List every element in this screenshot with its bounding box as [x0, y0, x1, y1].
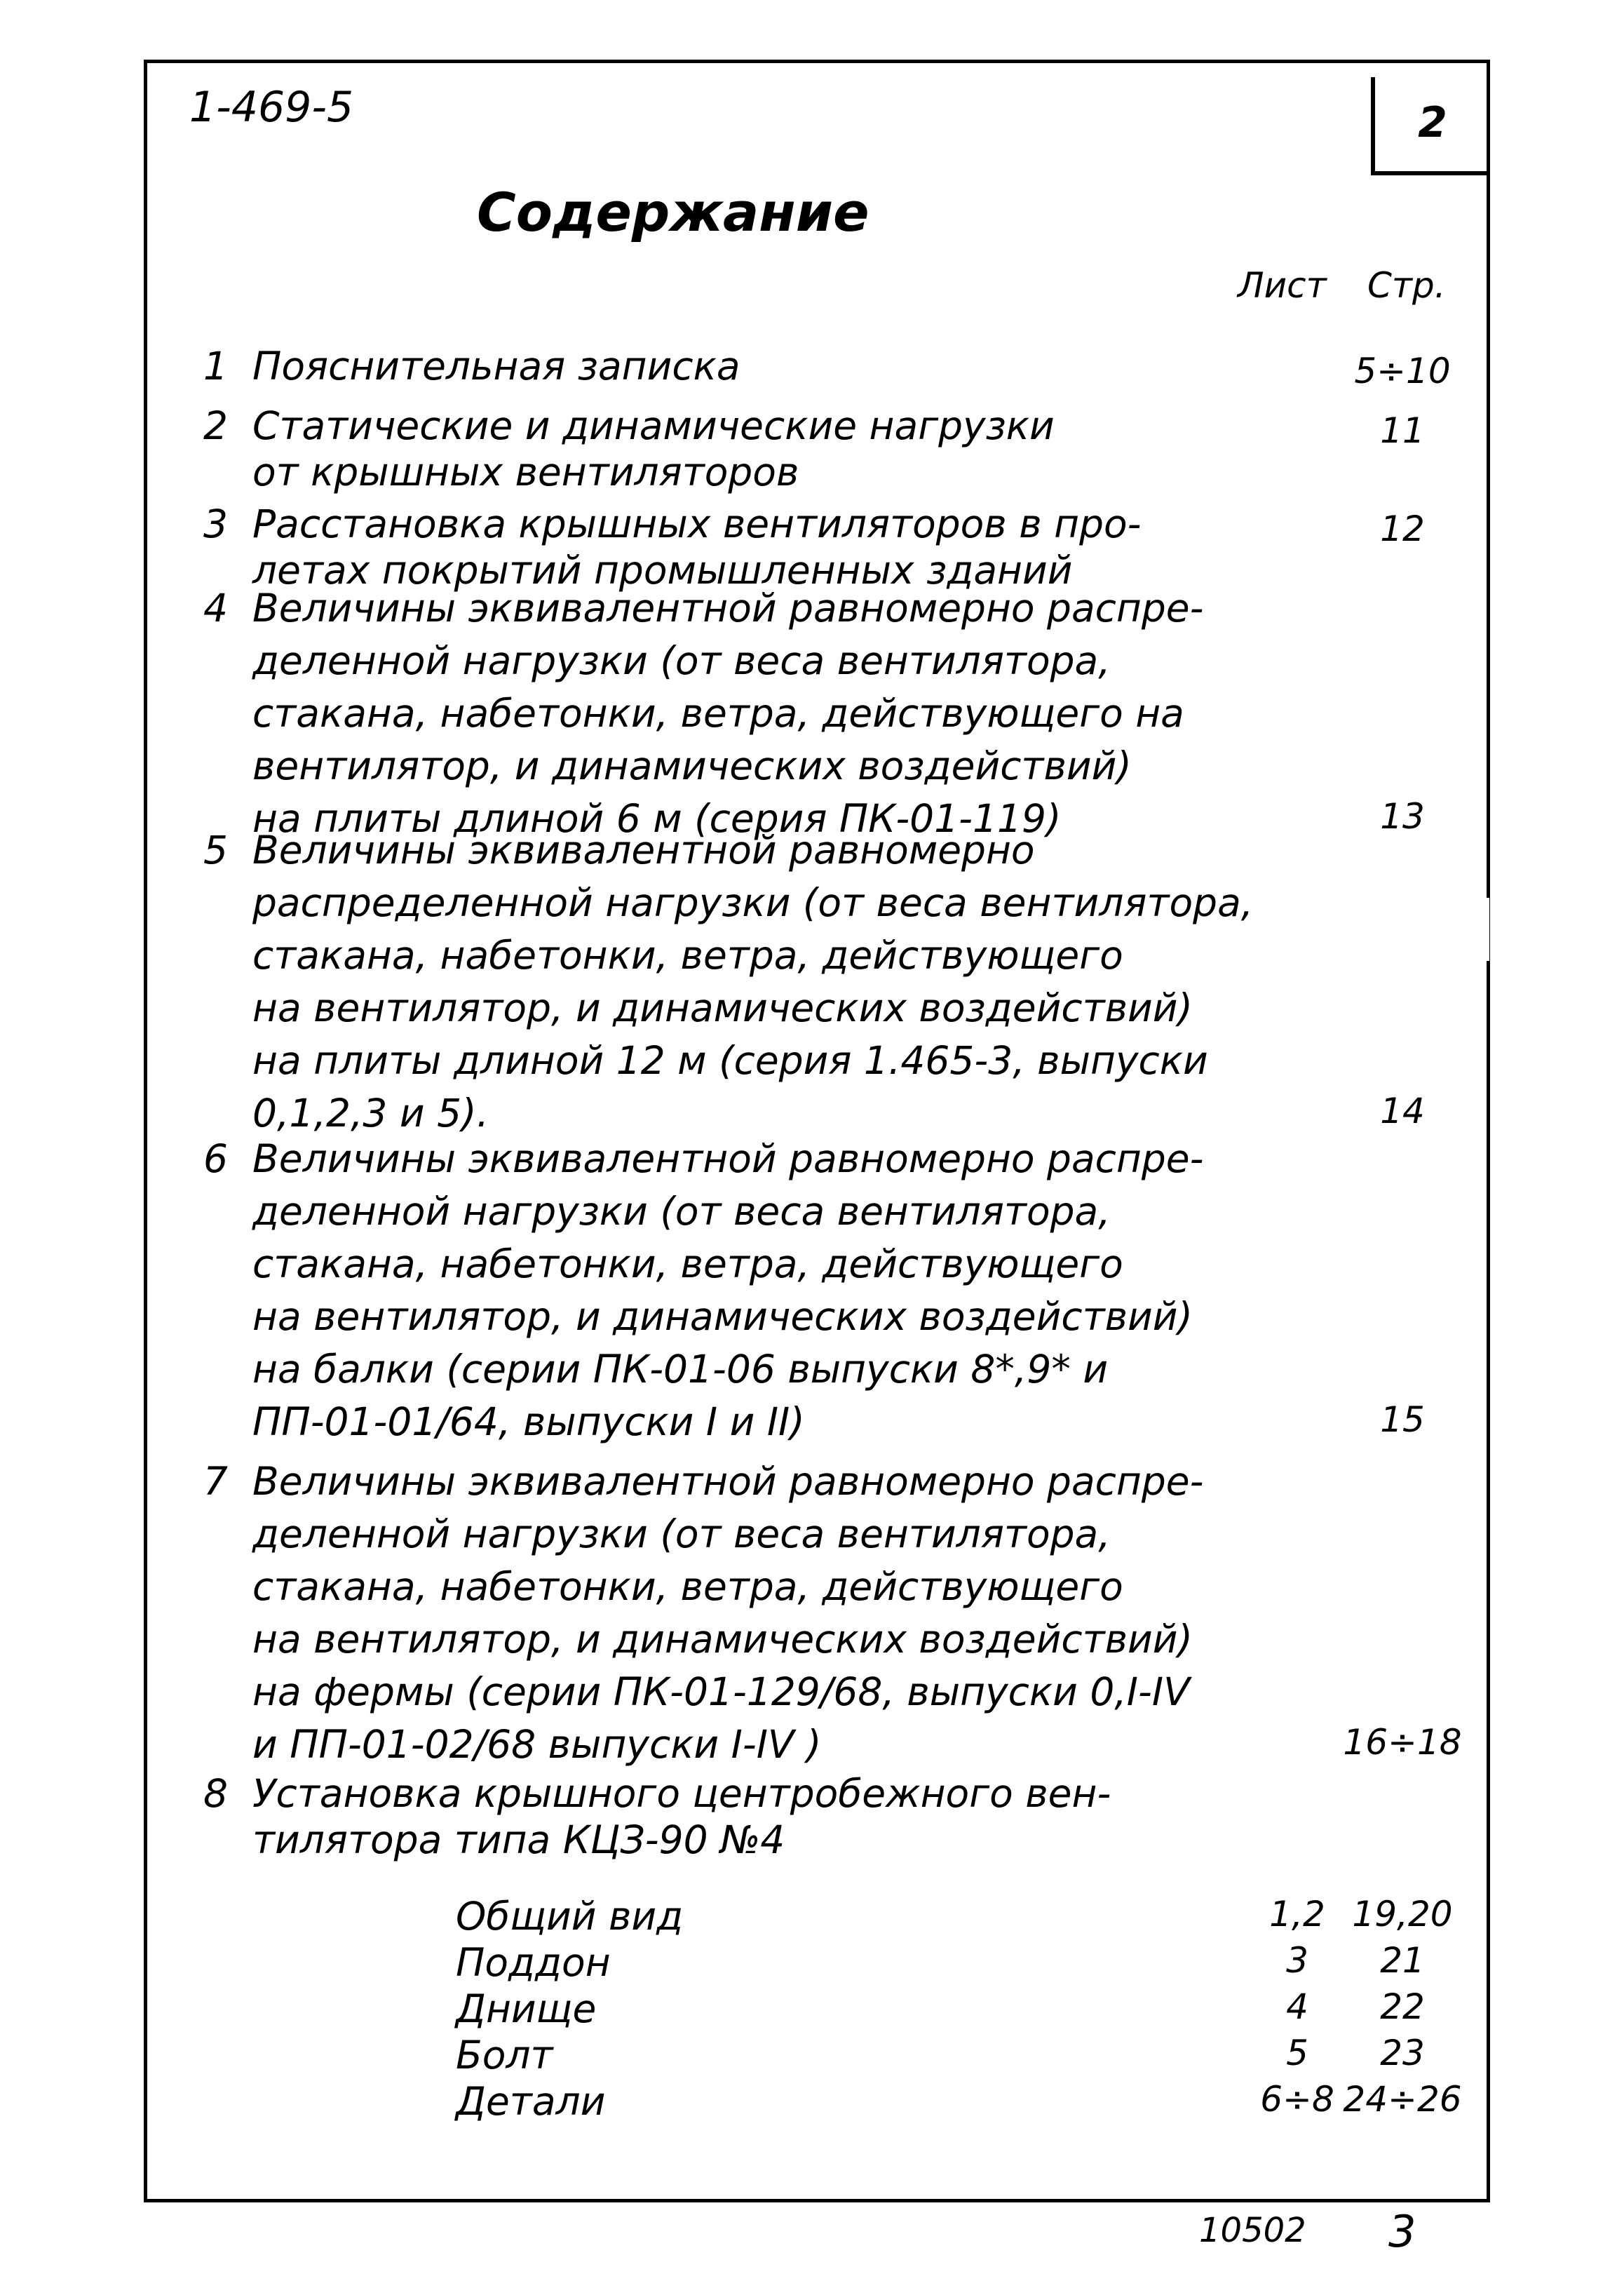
subitem-sheet: 5 — [1286, 2033, 1308, 2073]
toc-item-number: 8 — [203, 1771, 228, 1816]
toc-item-line: Установка крышного центробежного вен- — [252, 1771, 1111, 1816]
subitem-label: Поддон — [456, 1940, 611, 1985]
subitem-label: Общий вид — [456, 1894, 684, 1939]
subitem-sheet: 4 — [1286, 1986, 1308, 2027]
toc-item-line: стакана, набетонки, ветра, действующего на — [252, 691, 1184, 736]
toc-item-number: 1 — [203, 344, 228, 389]
toc-item-page: 11 — [1380, 410, 1425, 451]
toc-item-line: Величины эквивалентной равномерно распре- — [252, 1136, 1204, 1181]
toc-item-number: 3 — [203, 502, 228, 546]
toc-item-line: тилятора типа КЦЗ-90 №4 — [252, 1817, 785, 1862]
header-page: Стр. — [1367, 265, 1446, 306]
subitem-label: Болт — [456, 2033, 553, 2078]
subitem-sheet: 3 — [1286, 1940, 1308, 1981]
toc-item-page: 5÷10 — [1354, 351, 1451, 391]
toc-item-number: 6 — [203, 1136, 228, 1181]
toc-item-line: распределенной нагрузки (от веса вентилятора, — [252, 880, 1254, 925]
header-sheet: Лист — [1238, 265, 1327, 306]
toc-item-line: от крышных вентиляторов — [252, 450, 799, 494]
toc-item-page: 15 — [1380, 1399, 1425, 1440]
toc-item-line: и ПП-01-02/68 выпуски I-IV ) — [252, 1722, 822, 1767]
frame-notch — [1485, 898, 1489, 961]
toc-item-line: деленной нагрузки (от веса вентилятора, — [252, 1189, 1111, 1234]
doc-code: 1-469-5 — [189, 83, 354, 132]
subitem-label: Днище — [456, 1986, 597, 2031]
toc-item-line: на вентилятор, и динамических воздействий) — [252, 1617, 1193, 1662]
toc-item-line: Расстановка крышных вентиляторов в про- — [252, 502, 1142, 546]
toc-item-line: стакана, набетонки, ветра, действующего — [252, 933, 1123, 978]
toc-item-line: Статические и динамические нагрузки — [252, 403, 1055, 448]
toc-item-line: на вентилятор, и динамических воздействий) — [252, 1294, 1193, 1339]
toc-item-line: вентилятор, и динамических воздействий) — [252, 743, 1132, 788]
toc-item-page: 12 — [1380, 509, 1425, 549]
page-title: Содержание — [477, 181, 869, 243]
toc-item-line: на фермы (серии ПК-01-129/68, выпуски 0,I-IV — [252, 1669, 1190, 1714]
toc-item-line: деленной нагрузки (от веса вентилятора, — [252, 1512, 1111, 1556]
footer-code: 10502 — [1199, 2211, 1306, 2250]
toc-item-line: Величины эквивалентной равномерно — [252, 828, 1035, 873]
toc-item-line: Величины эквивалентной равномерно распре- — [252, 586, 1204, 631]
toc-item-line: стакана, набетонки, ветра, действующего — [252, 1564, 1123, 1609]
toc-item-line: на балки (серии ПК-01-06 выпуски 8*,9* и — [252, 1347, 1109, 1392]
subitem-label: Детали — [456, 2079, 606, 2124]
toc-item-line: Величины эквивалентной равномерно распре- — [252, 1459, 1204, 1504]
subitem-sheet: 1,2 — [1269, 1894, 1325, 1934]
toc-item-line: Пояснительная записка — [252, 344, 740, 389]
subitem-page: 22 — [1380, 1986, 1425, 2027]
subitem-page: 24÷26 — [1343, 2079, 1462, 2120]
subitem-page: 23 — [1380, 2033, 1425, 2073]
toc-item-line: 0,1,2,3 и 5). — [252, 1091, 489, 1136]
toc-item-page: 14 — [1380, 1091, 1425, 1131]
toc-item-page: 13 — [1380, 796, 1425, 837]
subitem-page: 21 — [1380, 1940, 1425, 1981]
page-number-box: 2 — [1371, 77, 1490, 175]
toc-item-line: на плиты длиной 6 м (серия ПК-01-119) — [252, 796, 1062, 841]
subitem-page: 19,20 — [1352, 1894, 1453, 1934]
toc-item-line: ПП-01-01/64, выпуски I и II) — [252, 1399, 805, 1444]
toc-item-number: 2 — [203, 403, 228, 448]
toc-item-line: летах покрытий промышленных зданий — [252, 548, 1073, 593]
subitem-sheet: 6÷8 — [1260, 2079, 1334, 2120]
toc-item-line: на плиты длиной 12 м (серия 1.465-3, выпуски — [252, 1038, 1208, 1083]
footer-page-number: 3 — [1388, 2206, 1416, 2257]
toc-item-line: стакана, набетонки, ветра, действующего — [252, 1241, 1123, 1286]
toc-item-line: деленной нагрузки (от веса вентилятора, — [252, 638, 1111, 683]
toc-item-page: 16÷18 — [1343, 1722, 1462, 1763]
toc-item-number: 5 — [203, 828, 228, 873]
toc-item-number: 4 — [203, 586, 228, 631]
toc-item-line: на вентилятор, и динамических воздействий) — [252, 985, 1193, 1030]
toc-item-number: 7 — [203, 1459, 228, 1504]
